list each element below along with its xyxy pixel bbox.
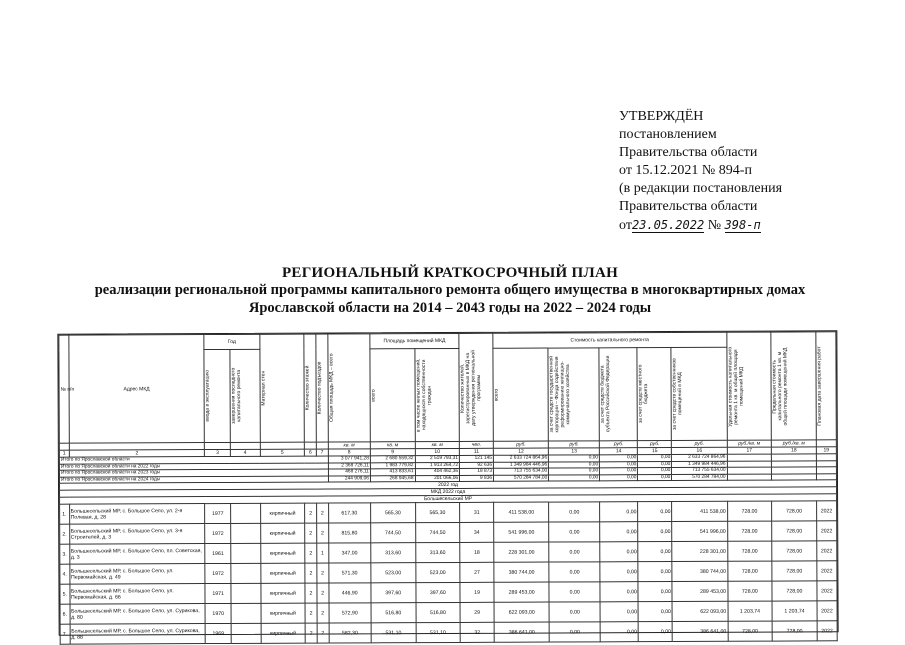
total-cost-all: 1 349 984 446,96 [493,462,548,469]
col-cost-fund-label: за счет средств государственной корпорации – Фонда содействия реформированию жилищно-коммунального хозяйства [548,356,572,433]
row-cost-all: 622 093,00 [494,602,549,622]
col-year-repair [230,349,260,442]
col-cost-local [637,348,671,441]
unit-cell: руб. [600,441,638,448]
row-cost-owners: 289 453,00 [672,581,727,601]
row-year-repair [231,603,261,623]
row-residents: 31 [460,502,494,522]
row-material: кирпичный [261,603,306,623]
row-area-all: 523,00 [371,563,416,583]
col-limit-cost [771,332,816,440]
document-subtitle-2: Ярославской области на 2014 – 2043 годы на 2022 – 2024 годы [248,300,652,316]
row-address: Большесельский МР, с. Большое Село, ул. 3-я Строителей, д. 3 [69,524,205,545]
document-subtitle: реализации региональной программы капитального ремонта общего имущества в многоквартирных домах [94,282,806,298]
total-cost-all: 2 633 724 864,96 [493,455,548,462]
row-area-owned: 565,30 [415,502,460,522]
colnum-cell: 9 [370,449,415,456]
row-year-commission: 1977 [205,503,231,523]
unit-cell: руб. [493,441,548,448]
row-unit-cost: 728,00 [727,521,772,541]
unit-cell [304,442,316,449]
row-cost-all: 289 453,00 [494,582,549,602]
total-area-all: 1 983 779,82 [370,462,415,469]
total-total-area: 244 909,06 [328,475,370,482]
row-floors: 2 [305,583,317,603]
row-limit-cost: 728,00 [772,501,817,521]
total-area-all: 268 945,68 [370,475,415,482]
table-row [60,621,837,644]
row-area-owned: 531,10 [416,622,461,642]
total-residents: 18 873 [460,468,494,475]
row-area-owned: 516,80 [416,602,461,622]
total-cost-all: 713 755 634,00 [494,468,549,475]
row-cost-fund: 0,00 [549,522,600,542]
total-cost-owners: 713 755 634,00 [672,467,727,474]
col-entrances-label: Количество подъездов [316,361,323,415]
row-residents: 27 [460,562,494,582]
total-label: Итого по Ярославской области на 2024 годы [59,476,328,484]
row-unit-cost: 728,00 [727,561,772,581]
row-cost-budget: 0,00 [600,622,638,642]
row-area-owned: 744,50 [415,522,460,542]
colnum-cell: 13 [549,448,600,455]
row-floors: 2 [305,563,317,583]
row-floors: 2 [305,623,317,643]
row-entrances: 2 [317,523,329,543]
total-cost-local: 0,00 [638,474,672,481]
col-total-area [327,334,370,442]
row-limit-cost: 728,00 [772,581,817,601]
row-cost-local: 0,00 [638,602,672,622]
row-cost-budget: 0,00 [600,542,638,562]
approval-line: Правительства области [619,199,758,214]
row-material: кирпичный [260,563,305,583]
row-cost-owners: 380 744,00 [672,561,727,581]
col-material-label: Материал стен [260,370,267,406]
col-cost-group: Стоимость капитального ремонта [493,332,727,348]
colnum-cell: 2 [69,450,205,458]
colnum-cell: 14 [600,448,638,455]
col-cost-owners-label: за счет средств собственников помещений в МКД [671,358,684,430]
row-num: 6. [60,604,70,624]
row-deadline: 2022 [816,501,836,521]
total-cost-budget: 0,00 [600,455,638,462]
row-total-area: 446,90 [328,583,371,603]
col-cost-budget-label: за счет средств бюджета субъекта Российской Федерации [599,355,612,433]
colnum-cell: 7 [316,449,328,456]
col-area-group: Площадь помещений МКД [370,333,459,348]
plan-table-wrap [57,330,838,641]
row-year-repair [230,503,260,523]
row-residents: 19 [460,582,494,602]
approval-block [619,108,879,235]
total-cost-budget: 0,00 [600,474,638,481]
row-cost-fund: 0,00 [549,502,600,522]
row-material: кирпичный [261,623,306,643]
row-area-all: 313,60 [371,543,416,563]
row-address: Большесельский МР, с. Большое Село, пл. Советская, д. 3 [69,544,205,565]
row-cost-owners: 228 301,00 [672,541,727,561]
row-year-repair [231,583,261,603]
rows-body [60,501,838,644]
row-deadline: 2022 [817,621,837,641]
row-year-commission: 1970 [205,603,231,623]
row-area-all: 516,80 [371,603,416,623]
colnum-cell: 3 [205,449,230,456]
col-residents-label: Количество жителей, зарегистрированных в МКД на дату утверждения региональной программы [459,349,483,426]
plan-table [58,331,837,644]
total-cost-local: 0,00 [638,455,672,462]
approval-line: УТВЕРЖДЁН [619,109,704,124]
row-area-owned: 313,60 [415,542,460,562]
col-area-all-label: всего [370,389,377,402]
total-residents: 92 636 [460,462,494,469]
row-entrances: 2 [317,563,329,583]
row-year-commission: 1972 [205,563,231,583]
colnum-cell: 17 [727,447,772,454]
row-num: 2. [60,524,70,544]
row-cost-owners: 386 641,00 [672,621,727,641]
col-cost-owners [671,347,727,440]
row-entrances: 2 [317,623,329,643]
row-year-commission: 1969 [206,623,232,643]
row-deadline: 2022 [817,561,837,581]
total-cost-fund: 0,00 [549,474,600,481]
row-address: Большесельский МР, с. Большое Село, ул. Сурикова, д. 80 [70,604,206,625]
col-material [259,334,304,442]
total-cost-fund: 0,00 [549,468,600,475]
total-area-all: 413 833,61 [370,469,415,476]
row-material: кирпичный [260,523,305,543]
row-area-owned: 523,00 [415,562,460,582]
row-year-repair [231,623,261,643]
total-area-owned: 201 066,06 [415,475,460,482]
col-deadline [816,332,837,440]
row-total-area: 617,30 [328,503,371,523]
row-limit-cost: 728,00 [772,621,817,641]
total-area-owned: 404 462,36 [415,468,460,475]
colnum-cell: 10 [415,448,460,455]
row-address: Большесельский МР, с. Большое Село, ул. Первомайская, д. 66 [69,584,205,605]
unit-cell: руб. [672,440,727,447]
row-cost-fund: 0,00 [549,582,600,602]
row-cost-local: 0,00 [638,542,672,562]
unit-cell: руб./кв. м [771,440,816,447]
total-cost-budget: 0,00 [600,468,638,475]
row-cost-all: 411 538,00 [494,502,549,522]
colnum-cell: 11 [459,448,493,455]
row-unit-cost: 728,00 [728,621,773,641]
row-total-area: 347,00 [328,543,371,563]
total-cost-owners: 1 349 984 446,96 [672,461,727,468]
colnum-cell: 5 [260,449,305,456]
approval-line: (в редакции постановления [619,181,783,196]
row-num: 7. [60,624,70,644]
row-unit-cost: 728,00 [727,541,772,561]
approval-line-handwritten [619,216,879,235]
col-floors [304,334,316,442]
colnum-cell: 15 [638,448,672,455]
total-cost-owners: 2 633 724 864,96 [672,454,727,461]
row-deadline: 2022 [817,581,837,601]
total-residents: 9 836 [460,475,494,482]
approval-line: от 15.12.2021 № 894-п [619,163,752,178]
row-num: 3. [60,544,70,564]
col-cost-all-label: всего [493,388,500,401]
col-unit-cost-label: Удельная стоимость капитального ремонта 1 кв. м общей площади помещений МКД [727,346,745,427]
row-cost-all: 541 996,00 [494,522,549,542]
col-year-commission-label: ввода в эксплуатацию [204,370,212,422]
row-cost-local: 0,00 [638,502,672,522]
row-floors: 2 [305,543,317,563]
row-cost-budget: 0,00 [600,522,638,542]
row-year-repair [231,523,261,543]
row-address: Большесельский МР, с. Большое Село, ул. Сурикова, д. 88 [70,624,206,645]
col-entrances [316,334,328,442]
total-cost-local: 0,00 [638,461,672,468]
row-year-repair [231,563,261,583]
col-year-repair-label: завершения последнего капитального ремонта [230,367,243,425]
col-address: Адрес МКД [68,335,204,444]
total-cost-fund: 0,00 [549,455,600,462]
row-cost-local: 0,00 [638,522,672,542]
row-deadline: 2022 [816,521,836,541]
col-floors-label: Количество этажей [304,365,311,411]
section-district: Большесельский МР [60,494,837,504]
section-subtotal: МКД 2022 года [60,487,837,497]
row-total-area: 572,90 [329,603,372,623]
row-year-commission: 1961 [205,543,231,563]
col-unit-cost [726,332,771,440]
row-cost-owners: 541 996,00 [672,521,727,541]
total-cost-budget: 0,00 [600,461,638,468]
row-residents: 34 [460,522,494,542]
col-cost-local-label: за счет средств местного бюджета [637,364,650,424]
row-area-owned: 397,60 [415,582,460,602]
total-area-owned: 2 519 793,31 [415,455,460,462]
total-total-area: 3 077 941,28 [328,456,370,463]
row-limit-cost: 1 203,74 [772,601,817,621]
handwritten-date: 23.05.2022 [631,218,705,232]
row-cost-local: 0,00 [638,582,672,602]
row-cost-fund: 0,00 [549,622,600,642]
row-limit-cost: 728,00 [772,561,817,581]
approval-no: № [707,218,722,233]
colnum-cell: 19 [816,447,836,454]
col-cost-all [493,348,549,441]
colnum-cell: 1 [59,450,69,457]
row-unit-cost: 728,00 [728,581,773,601]
row-entrances: 2 [316,503,328,523]
row-num: 4. [60,564,70,584]
unit-cell: руб. [638,441,672,448]
col-year-commission [204,349,230,442]
row-area-all: 531,10 [371,623,416,643]
row-address: Большесельский МР, с. Большое Село, ул. 2-я Полевая, д. 28 [69,504,205,525]
total-cost-owners: 570 284 784,00 [672,474,727,481]
row-material: кирпичный [260,543,305,563]
unit-cell: кв. м [328,442,370,449]
section-year: 2022 год [59,480,836,490]
total-area-owned: 1 913 264,72 [415,462,460,469]
row-cost-budget: 0,00 [600,602,638,622]
colnum-cell: 12 [493,448,548,455]
approval-line: Правительства области [619,145,758,160]
totals-body [59,454,836,483]
row-unit-cost: 1 203,74 [728,601,773,621]
total-label: Итого по Ярославской области [59,456,328,464]
row-cost-budget: 0,00 [600,562,638,582]
total-residents: 121 145 [460,455,494,462]
row-limit-cost: 728,00 [772,521,817,541]
row-num: 5. [60,584,70,604]
total-total-area: 2 368 726,11 [328,462,370,469]
row-entrances: 2 [317,583,329,603]
row-deadline: 2022 [817,541,837,561]
unit-cell: руб. [549,441,600,448]
row-cost-all: 380 744,00 [494,562,549,582]
colnum-cell: 4 [230,449,260,456]
approval-line: постановлением [619,127,717,142]
row-floors: 2 [305,503,317,523]
col-deadline-label: Плановая дата завершения работ [816,346,823,426]
row-floors: 2 [305,523,317,543]
total-cost-all: 570 284 784,00 [494,475,549,482]
approval-prefix: от [619,218,632,233]
row-residents: 29 [460,602,494,622]
row-cost-fund: 0,00 [549,602,600,622]
col-num: № п/п [59,335,69,443]
row-cost-all: 228 301,00 [494,542,549,562]
row-total-area: 582,30 [329,623,372,643]
row-year-repair [231,543,261,563]
total-area-all: 2 680 559,32 [370,456,415,463]
document-title: РЕГИОНАЛЬНЫЙ КРАТКОСРОЧНЫЙ ПЛАН [281,265,619,281]
row-area-all: 744,50 [371,523,416,543]
col-limit-cost-label: Предельная стоимость капитального ремонта 1 кв. м общей площади помещений МКД [771,347,789,425]
row-year-commission: 1971 [205,583,231,603]
col-cost-fund [548,348,599,441]
row-residents: 18 [460,542,494,562]
col-year: Год [204,334,259,349]
row-total-area: 815,80 [328,523,371,543]
row-area-all: 565,30 [371,503,416,523]
total-total-area: 468 276,11 [328,469,370,476]
row-entrances: 1 [317,543,329,563]
row-cost-owners: 622 093,00 [672,601,727,621]
row-residents: 32 [460,622,494,642]
row-cost-budget: 0,00 [600,502,638,522]
row-cost-local: 0,00 [639,622,673,642]
row-material: кирпичный [260,503,305,523]
total-cost-local: 0,00 [638,468,672,475]
total-cost-fund: 0,00 [549,461,600,468]
row-cost-budget: 0,00 [600,582,638,602]
col-area-owned-label: в том числе жилых помещений, находящихся в собственности граждан [415,358,433,433]
row-limit-cost: 728,00 [772,541,817,561]
row-num: 1. [60,504,70,524]
row-cost-fund: 0,00 [549,542,600,562]
total-label: Итого по Ярославской области на 2023 годы [59,469,328,477]
col-residents [459,333,493,441]
col-area-owned [414,348,459,441]
row-cost-owners: 411 538,00 [672,501,727,521]
row-floors: 2 [305,603,317,623]
unit-cell: кв. м [370,442,415,449]
col-total-area-label: Общая площадь МКД – всего [327,353,335,423]
row-deadline: 2022 [817,601,837,621]
row-area-all: 397,60 [371,583,416,603]
unit-cell: руб./кв. м [727,440,772,447]
colnum-cell: 16 [672,447,727,454]
unit-cell [316,442,328,449]
colnum-cell: 18 [772,447,817,454]
unit-cell: кв. м [415,441,460,448]
row-year-commission: 1972 [205,523,231,543]
row-total-area: 571,30 [328,563,371,583]
row-cost-local: 0,00 [638,562,672,582]
colnum-cell: 8 [328,449,370,456]
row-material: кирпичный [261,583,306,603]
row-address: Большесельский МР, с. Большое Село, ул. Первомайская, д. 49 [69,564,205,585]
col-cost-budget [599,348,638,441]
col-area-all [370,349,415,442]
total-label: Итого по Ярославской области на 2022 годы [59,463,328,471]
handwritten-number: 398-п [724,218,761,232]
row-unit-cost: 728,00 [727,501,772,521]
row-entrances: 2 [317,603,329,623]
colnum-cell: 6 [305,449,317,456]
unit-cell: чел. [459,441,493,448]
row-cost-fund: 0,00 [549,562,600,582]
unit-cell [59,443,69,450]
row-cost-all: 386 641,00 [494,622,549,642]
